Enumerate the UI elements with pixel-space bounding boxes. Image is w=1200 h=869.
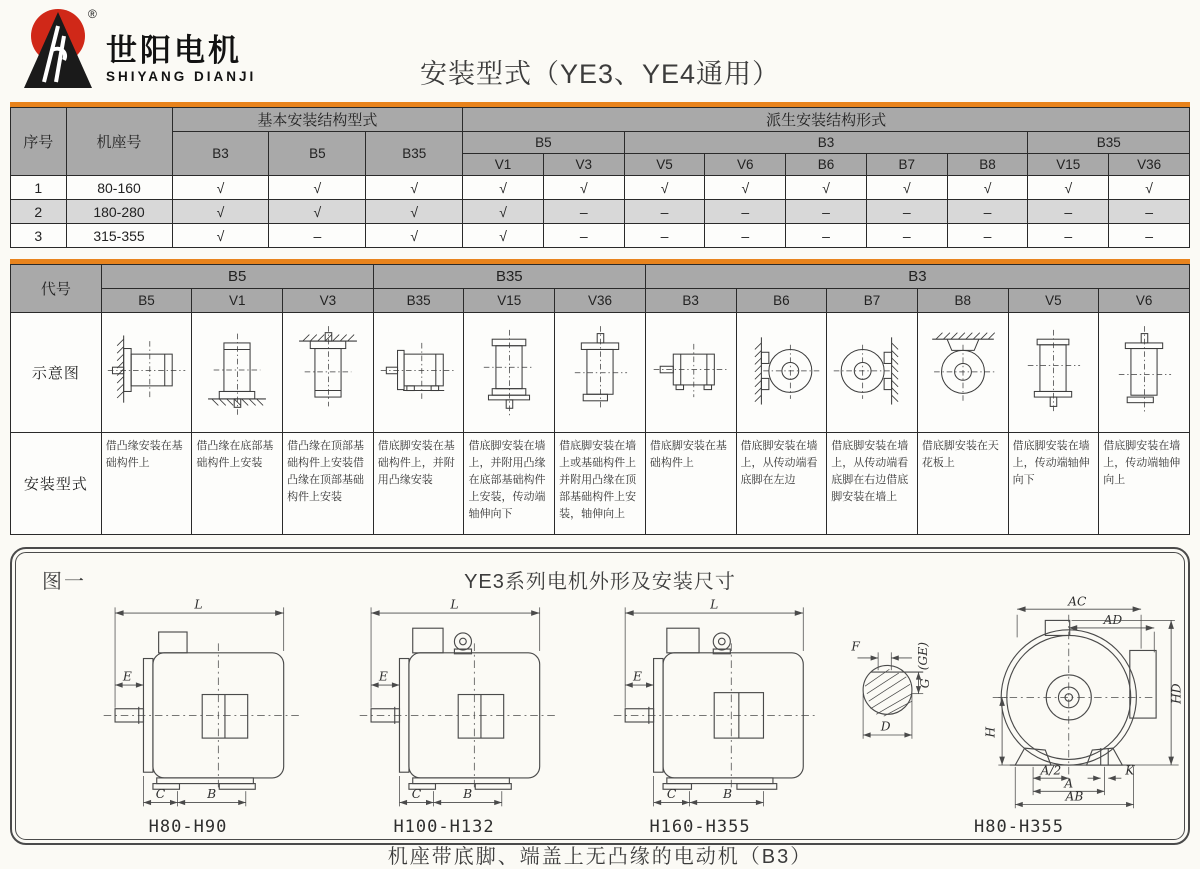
col-header-frame: 机座号 [66, 108, 172, 176]
col-v3: V3 [543, 154, 624, 176]
svg-text:AC: AC [1068, 596, 1087, 609]
col-v15: V15 [464, 289, 555, 313]
diagram-v3 [283, 313, 374, 433]
figure-box-inner [15, 552, 1185, 868]
mount-desc-v5: 借底脚安装在墙上，传动端轴伸向下 [1008, 433, 1099, 535]
brand-subname: SHIYANG DIANJI [106, 69, 257, 84]
col-b7: B7 [827, 289, 918, 313]
derived-group-b5: B5 [463, 132, 625, 154]
figure-label: 图一 [42, 571, 86, 593]
cell-value: √ [269, 200, 366, 224]
mount-desc-b35: 借底脚安装在基础构件上，并附用凸缘安装 [373, 433, 464, 535]
mount-desc-b7: 借底脚安装在墙上，从传动端看底脚在右边借底脚安装在墙上 [827, 433, 918, 535]
drawing-caption: H80-H90 [148, 817, 228, 837]
motor-side-view [316, 596, 572, 812]
figure-caption: 机座带底脚、端盖上无凸缘的电动机（B3） [387, 846, 813, 868]
svg-text:E: E [632, 669, 642, 684]
svg-text:D: D [880, 719, 891, 734]
table-row [11, 200, 1190, 224]
svg-text:C: C [411, 786, 422, 801]
mount-availability-table-wrap [10, 102, 1190, 248]
mount-desc-v15: 借底脚安装在墙上，并附用凸缘在底部基础构件上安装，传动端轴伸向下 [464, 433, 555, 535]
cell-value: – [624, 224, 705, 248]
cell-value: – [1028, 200, 1109, 224]
row-index: 2 [11, 200, 67, 224]
cell-value: – [624, 200, 705, 224]
svg-text:E: E [122, 669, 132, 684]
motor-side-view [60, 596, 316, 812]
page-title: 安装型式（YE3、YE4通用） [419, 59, 781, 89]
col-b8: B8 [947, 154, 1028, 176]
svg-text:B: B [207, 786, 217, 801]
mount-desc-b5: 借凸缘安装在基础构件上 [101, 433, 192, 535]
cell-value: – [543, 200, 624, 224]
cell-value: √ [172, 200, 269, 224]
drawing-caption: H100-H132 [393, 817, 495, 837]
col-v5: V5 [1008, 289, 1099, 313]
brand-name: 世阳电机 [106, 33, 242, 68]
svg-text:C: C [666, 786, 677, 801]
row-label-mount: 安装型式 [11, 433, 102, 535]
cell-value: √ [172, 224, 269, 248]
svg-text:L: L [450, 597, 459, 612]
cell-value: √ [624, 176, 705, 200]
cell-value: √ [269, 176, 366, 200]
cell-value: – [866, 224, 947, 248]
svg-text:AB: AB [1065, 789, 1084, 804]
diagram-v36 [555, 313, 646, 433]
col-v36: V36 [555, 289, 646, 313]
derived-group-b3: B3 [624, 132, 1028, 154]
cell-value: – [786, 200, 867, 224]
col-v36: V36 [1109, 154, 1190, 176]
mount-diagram-table [10, 264, 1190, 535]
drawing-caption: H80-H355 [974, 817, 1064, 837]
mount-desc-b8: 借底脚安装在天花板上 [917, 433, 1008, 535]
group-basic: 基本安装结构型式 [172, 108, 463, 132]
row-index: 1 [11, 176, 67, 200]
registered-mark: ® [88, 7, 97, 21]
col-b3: B3 [645, 289, 736, 313]
cell-value: √ [705, 176, 786, 200]
group-b35: B35 [373, 265, 645, 289]
svg-text:C: C [155, 786, 166, 801]
cell-value: √ [463, 224, 544, 248]
page-header [0, 0, 1200, 102]
cell-value: – [1109, 200, 1190, 224]
col-v6: V6 [705, 154, 786, 176]
col-b8: B8 [917, 289, 1008, 313]
cell-value: √ [366, 224, 463, 248]
diagram-b7 [827, 313, 918, 433]
cell-value: – [1109, 224, 1190, 248]
col-b5: B5 [101, 289, 192, 313]
motor-front-view [828, 596, 1200, 812]
col-v3: V3 [283, 289, 374, 313]
table-row [11, 224, 1190, 248]
svg-text:A: A [1064, 776, 1074, 791]
group-b3: B3 [645, 265, 1189, 289]
col-b7: B7 [866, 154, 947, 176]
mount-availability-table [10, 107, 1190, 248]
col-v6: V6 [1099, 289, 1190, 313]
frame-size: 315-355 [66, 224, 172, 248]
svg-text:H: H [983, 726, 998, 738]
diagram-v15 [464, 313, 555, 433]
diagram-v5 [1008, 313, 1099, 433]
cell-value: √ [947, 176, 1028, 200]
table-row [11, 176, 1190, 200]
col-v1: V1 [463, 154, 544, 176]
svg-text:L: L [710, 597, 719, 612]
cell-value: – [705, 224, 786, 248]
cell-value: – [786, 224, 867, 248]
mount-desc-b6: 借底脚安装在墙上，从传动端看底脚在左边 [736, 433, 827, 535]
mount-desc-v1: 借凸缘在底部基础构件上安装 [192, 433, 283, 535]
drawing-h100-h132 [316, 596, 572, 837]
cell-value: √ [172, 176, 269, 200]
diagram-b8 [917, 313, 1008, 433]
cell-value: – [947, 224, 1028, 248]
figure-box [10, 547, 1190, 868]
frame-size: 80-160 [66, 176, 172, 200]
cell-value: – [705, 200, 786, 224]
col-header-index: 序号 [11, 108, 67, 176]
diagram-v1 [192, 313, 283, 433]
svg-text:B: B [463, 786, 473, 801]
col-b6: B6 [786, 154, 867, 176]
col-v15: V15 [1028, 154, 1109, 176]
cell-value: √ [543, 176, 624, 200]
drawing-h80-h355 [828, 596, 1200, 837]
drawing-h160-h355 [572, 596, 828, 837]
col-v5: V5 [624, 154, 705, 176]
col-b35: B35 [366, 132, 463, 176]
cell-value: √ [463, 200, 544, 224]
diagram-b6 [736, 313, 827, 433]
col-b35: B35 [373, 289, 464, 313]
dimension-drawings [16, 596, 1184, 837]
cell-value: – [543, 224, 624, 248]
svg-text:K: K [1125, 763, 1135, 778]
drawing-caption: H160-H355 [649, 817, 751, 837]
row-index: 3 [11, 224, 67, 248]
derived-group-b35: B35 [1028, 132, 1190, 154]
svg-text:G: G [917, 678, 932, 689]
svg-text:AD: AD [1103, 613, 1123, 628]
svg-text:(GE): (GE) [915, 642, 930, 671]
svg-text:B: B [722, 786, 732, 801]
drawing-h80-h90 [60, 596, 316, 837]
col-b5: B5 [269, 132, 366, 176]
group-derived: 派生安装结构形式 [463, 108, 1190, 132]
svg-text:A/2: A/2 [1040, 763, 1062, 778]
cell-value: √ [366, 200, 463, 224]
row-label-diagram: 示意图 [11, 313, 102, 433]
svg-text:F: F [851, 639, 860, 654]
group-b5: B5 [101, 265, 373, 289]
cell-value: – [269, 224, 366, 248]
cell-value: – [947, 200, 1028, 224]
frame-size: 180-280 [66, 200, 172, 224]
diagram-b5 [101, 313, 192, 433]
cell-value: √ [1109, 176, 1190, 200]
cell-value: – [866, 200, 947, 224]
motor-side-view [572, 596, 828, 812]
mount-desc-v6: 借底脚安装在墙上，传动端轴伸向上 [1099, 433, 1190, 535]
cell-value: √ [366, 176, 463, 200]
svg-text:HD: HD [1169, 683, 1184, 704]
cell-value: √ [1028, 176, 1109, 200]
diagram-b3 [645, 313, 736, 433]
diagram-v6 [1099, 313, 1190, 433]
svg-text:L: L [194, 597, 203, 612]
cell-value: √ [463, 176, 544, 200]
mount-desc-v36: 借底脚安装在墙上或基础构件上并附用凸缘在顶部基础构件上安装，轴伸向上 [555, 433, 646, 535]
col-b6: B6 [736, 289, 827, 313]
cell-value: – [1028, 224, 1109, 248]
col-b3: B3 [172, 132, 269, 176]
col-v1: V1 [192, 289, 283, 313]
mount-desc-b3: 借底脚安装在基础构件上 [645, 433, 736, 535]
mount-desc-v3: 借凸缘在顶部基础构件上安装借凸缘在顶部基础构件上安装 [283, 433, 374, 535]
cell-value: √ [786, 176, 867, 200]
col-header-code: 代号 [11, 265, 102, 313]
mount-diagram-table-wrap [10, 259, 1190, 535]
figure-title: YE3系列电机外形及安装尺寸 [464, 571, 736, 593]
svg-text:E: E [378, 669, 388, 684]
cell-value: √ [866, 176, 947, 200]
diagram-b35 [373, 313, 464, 433]
